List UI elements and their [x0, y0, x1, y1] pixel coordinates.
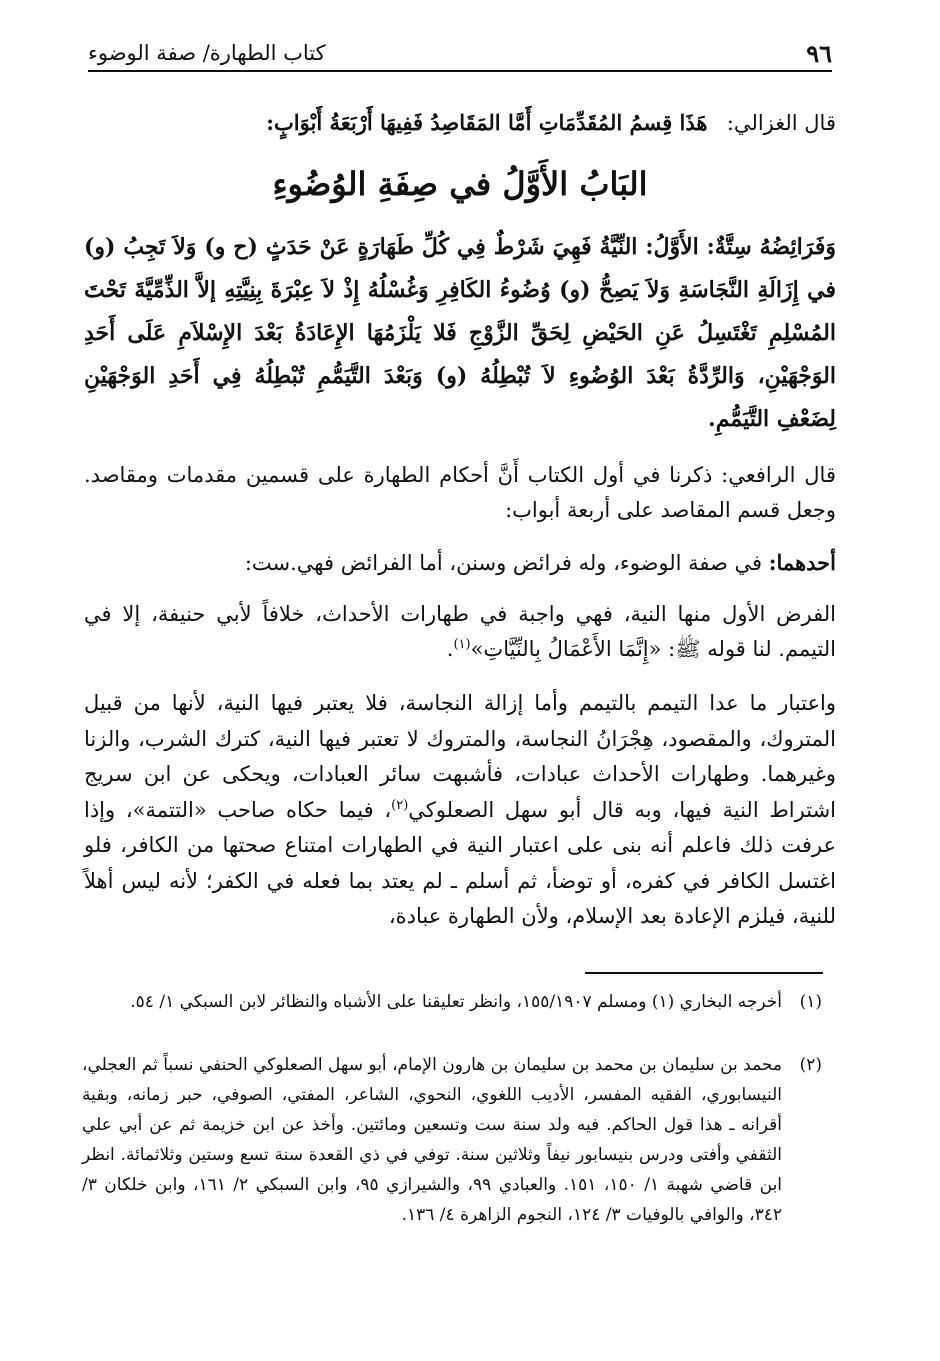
footnote-text: محمد بن سليمان بن محمد بن سليمان بن هارون الإمام، أبو سهل الصعلوكي الحنفي نسباً ثم العجلي، النيسابوري، الفقيه المفسر، الأديب اللغوي، النحوي، الشاعر، المفتي، الصوفي، حبر زمانه، وبقية أقرانه ـ هذا قول الحاكم. فيه ولد سنة ست وتسعين ومائتين. وأخذ عن ابن خزيمة ثم عن أبي علي الثقفي وأفتى ودرس بنيسابور نيفاً وثلاثين سنة. توفي في ذي القعدة سنة تسع وستين وثلاثمائة. انظر ابن قاضي شهبة ١/ ١٥٠، ١٥١. والعبادي ٩٩، والشيرازي ٩٥، وابن السبكي ٢/ ١٦١، وابن خلكان ٣/ ٣٤٢، والوافي بالوفيات ٣/ ١٢٤، النجوم الزاهرة ٤/ ١٣٦.	[82, 1055, 783, 1225]
paragraph-label: أحدهما:	[768, 550, 836, 575]
paragraph-text: الفرض الأول منها النية، فهي واجبة في طهارات الأحداث، خلافاً لأبي حنيفة، إلا في التيمم. لنا قوله ﷺ: «إِنَّمَا الأَعْمَالُ بِالنِّيَّاتِ»	[84, 602, 836, 661]
running-title: كتاب الطهارة/ صفة الوضوء	[88, 41, 326, 65]
intro-text: هَذَا قِسمُ المُقَدِّمَاتِ أَمَّا المَقَاصِدُ فَفِيهَا أَرْبَعَةُ أَبْوَابٍ:	[266, 110, 708, 135]
footnote-2	[82, 1050, 822, 1230]
intro-speaker: قال الغزالي:	[726, 111, 836, 135]
footnote-ref-1[interactable]: (١)	[453, 637, 471, 652]
paragraph-text: واعتبار ما عدا التيمم بالتيمم وأما إزالة النجاسة، فلا يعتبر فيها النية، لأنها من قبيل المتروك، والمقصود، هِجْرَانُ النجاسة، والمتروك لا تعتبر فيها النية، كترك الشرب، والزنا وغيرهما. وطهارات الأحداث عبادات، فأشبهت سائر العبادات، ويحكى عن ابن سريج اشتراط النية فيها، وبه قال أبو سهل الصعلوكي	[84, 691, 836, 822]
footnote-text: أخرجه البخاري (١) ومسلم ١٥٥/١٩٠٧، وانظر تعليقنا على الأشباه والنظائر لابن السبكي ١/ ٥٤.	[130, 992, 782, 1012]
footnote-number: (٢)	[799, 1055, 822, 1075]
commentary-paragraph-1: قال الرافعي: ذكرنا في أول الكتاب أَنَّ أحكام الطهارة على قسمين مقدمات ومقاصد. وجعل قسم المقاصد على أربعة أبواب:	[84, 463, 836, 522]
footnote-separator	[585, 972, 823, 974]
paragraph-text: في صفة الوضوء، وله فرائض وسنن، أما الفرائض فهي.ست:	[244, 551, 763, 575]
page-header	[88, 36, 832, 72]
commentary-paragraph-2	[84, 545, 836, 581]
commentary-paragraph-3: الفرض الأول منها النية، فهي واجبة في طهارات الأحداث، خلافاً لأبي حنيفة، إلا في التيمم. لنا قوله ﷺ: «إِنَّمَا الأَعْمَالُ بِالنِّيَّاتِ»$^{(١)}$.	[84, 602, 836, 661]
commentary-paragraph-4	[84, 686, 836, 935]
paragraph-text: ، فيما حكاه صاحب «التتمة»، وإذا عرفت ذلك فاعلم أنه بنى على اعتبار النية في الطهارات امتناع صحتها من الكافر، فلو اغتسل الكافر في كفره، أو توضأ، ثم أسلم ـ لم يعتد بما فعله في الكفر؛ لأنه ليس أهلاً للنية، فيلزم الإعادة بعد الإسلام، ولأن الطهارة عبادة،	[84, 797, 836, 928]
footnote-1	[82, 987, 822, 1017]
footnote-ref-2[interactable]: (٢)	[391, 797, 409, 813]
footnote-number: (١)	[799, 992, 822, 1012]
page-number: ٩٦	[806, 38, 832, 68]
chapter-title: البَابُ الأَوَّلُ في صِفَةِ الوُضُوءِ	[272, 165, 648, 203]
matn-text: وَفَرَائِضُهُ سِتَّةٌ: الأَوَّلُ: النِّيَّةُ فَهِيَ شَرْطٌ فِي كُلِّ طَهَارَةٍ عَنْ حَدَثٍ (ح و) وَلاَ تَجِبُ (و) في إِزَالَةِ النَّجَاسَةِ وَلاَ يَصِحُّ (و) وُضُوءُ الكَافِرِ وَغُسْلُهُ إِذْ لاَ عِبْرَةَ بِنِيَّتِهِ إلاَّ الذِّمِّيَّةَ تَحْتَ المُسْلِمِ تَغْتَسِلُ عَنِ الحَيْضِ لِحَقِّ الزَّوْجِ فَلا يَلْزَمُهَا الإِعَادَةُ بَعْدَ الإِسْلاَمِ عَلَى أَحَدِ الوَجْهَيْنِ، وَالرِّدَّةُ بَعْدَ الوُضُوءِ لاَ تُبْطِلُهُ (و) وَبَعْدَ التَّيَمُّمِ تُبْطِلُهُ فِي أَحَدِ الوَجْهَيْنِ لِضَعْفِ التَّيَمُّمِ.	[84, 234, 836, 432]
intro-line	[84, 105, 836, 141]
